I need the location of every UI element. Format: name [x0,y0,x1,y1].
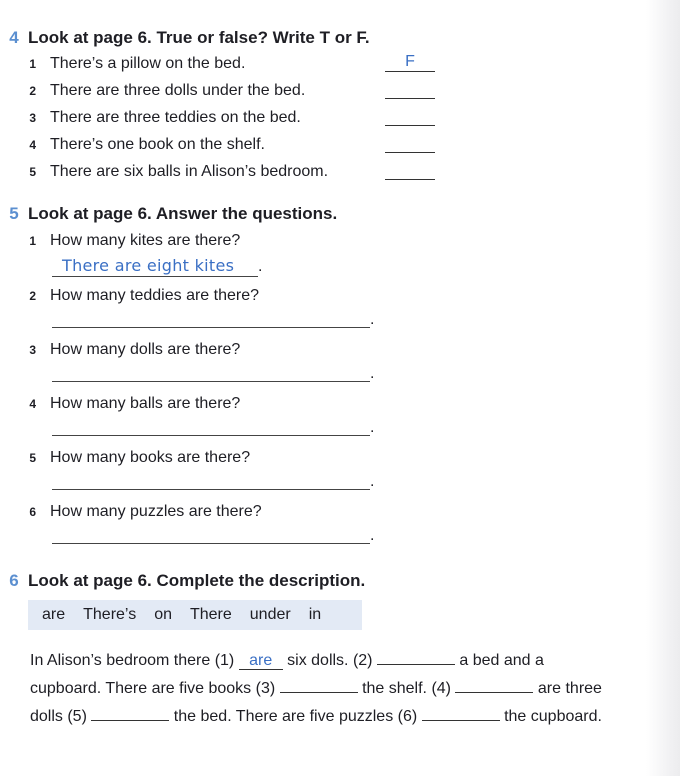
ex5-answer-6[interactable] [52,523,370,544]
ex4-answer-4[interactable] [385,134,435,153]
ex5-answer-5[interactable] [52,469,370,490]
item-text: There’s a pillow on the bed. [50,55,246,72]
text: a bed and a [454,652,544,669]
item-number: 2 [29,289,36,303]
answer-handwriting: There are eight kites [62,256,235,275]
exercise-6-title: Look at page 6. Complete the description. [28,571,366,590]
item-text: There are six balls in Alison’s bedroom. [50,163,329,180]
question-text: How many dolls are there? [50,341,241,358]
item-number: 5 [29,165,36,179]
page-edge-shadow [646,0,680,776]
ex4-answer-3[interactable] [385,107,435,126]
question-text: How many kites are there? [50,232,241,249]
blank-4[interactable] [455,676,533,693]
word-bank-item: in [308,606,322,623]
exercise-4-title: Look at page 6. True or false? Write T or F. [28,28,370,47]
item-text: There are three teddies on the bed. [50,109,301,126]
text: the bed. There are five puzzles (6) [169,708,422,725]
description-line-1 [30,648,544,672]
answer-period: . [370,473,375,490]
answer-period: . [370,419,375,436]
exercise-4-number: 4 [9,28,19,47]
item-number: 3 [29,111,36,125]
ex4-answer-2[interactable] [385,80,435,99]
blank-2[interactable] [377,648,455,665]
item-number: 4 [29,397,36,411]
text: the cupboard. [499,708,602,725]
ex4-item-3 [0,106,301,130]
word-bank-item: on [154,606,172,623]
description-line-2 [30,676,602,700]
question-text: How many books are there? [50,449,251,466]
answer-period: . [370,311,375,328]
answer-period: . [370,527,375,544]
ex5-question-1 [0,229,240,253]
word-bank-item: are [42,606,66,623]
item-number: 6 [29,505,36,519]
ex4-answer-1[interactable]: F [385,53,435,72]
exercise-6-number: 6 [9,571,19,590]
word-bank-item: There [189,606,232,623]
question-text: How many teddies are there? [50,287,259,304]
ex5-answer-1[interactable] [52,256,258,277]
blank-5[interactable] [91,704,169,721]
ex4-item-5 [0,160,328,184]
exercise-5-number: 5 [9,204,19,223]
exercise-5-heading [0,202,337,226]
item-number: 4 [29,138,36,152]
item-text: There’s one book on the shelf. [50,136,265,153]
blank-1[interactable]: are [239,653,283,670]
blank-3[interactable] [280,676,358,693]
ex5-answer-3[interactable] [52,361,370,382]
blank-6[interactable] [422,704,500,721]
item-number: 1 [29,57,36,71]
word-bank-item: under [249,606,291,623]
exercise-4-heading [0,26,370,50]
item-number: 5 [29,451,36,465]
ex4-item-2 [0,79,305,103]
ex4-answer-5[interactable] [385,161,435,180]
word-bank [28,600,362,630]
ex5-question-3 [0,338,240,362]
ex5-question-2 [0,284,259,308]
exercise-5-title: Look at page 6. Answer the questions. [28,204,338,223]
text: cupboard. There are five books (3) [30,680,280,697]
item-number: 2 [29,84,36,98]
ex5-question-5 [0,446,250,470]
text: In Alison’s bedroom there (1) [30,652,239,669]
ex5-question-6 [0,500,262,524]
exercise-6-heading [0,569,365,593]
answer-period: . [258,258,263,275]
ex4-item-4 [0,133,265,157]
item-number: 3 [29,343,36,357]
answer-period: . [370,365,375,382]
question-text: How many puzzles are there? [50,503,262,520]
ex5-answer-4[interactable] [52,415,370,436]
item-text: There are three dolls under the bed. [50,82,306,99]
text: six dolls. (2) [282,652,377,669]
word-bank-item: There’s [83,606,137,623]
question-text: How many balls are there? [50,395,241,412]
item-number: 1 [29,234,36,248]
text: dolls (5) [30,708,92,725]
ex5-question-4 [0,392,240,416]
ex4-item-1 [0,52,245,76]
text: are three [533,680,602,697]
description-line-3 [30,704,602,728]
ex5-answer-2[interactable] [52,307,370,328]
text: the shelf. (4) [357,680,456,697]
